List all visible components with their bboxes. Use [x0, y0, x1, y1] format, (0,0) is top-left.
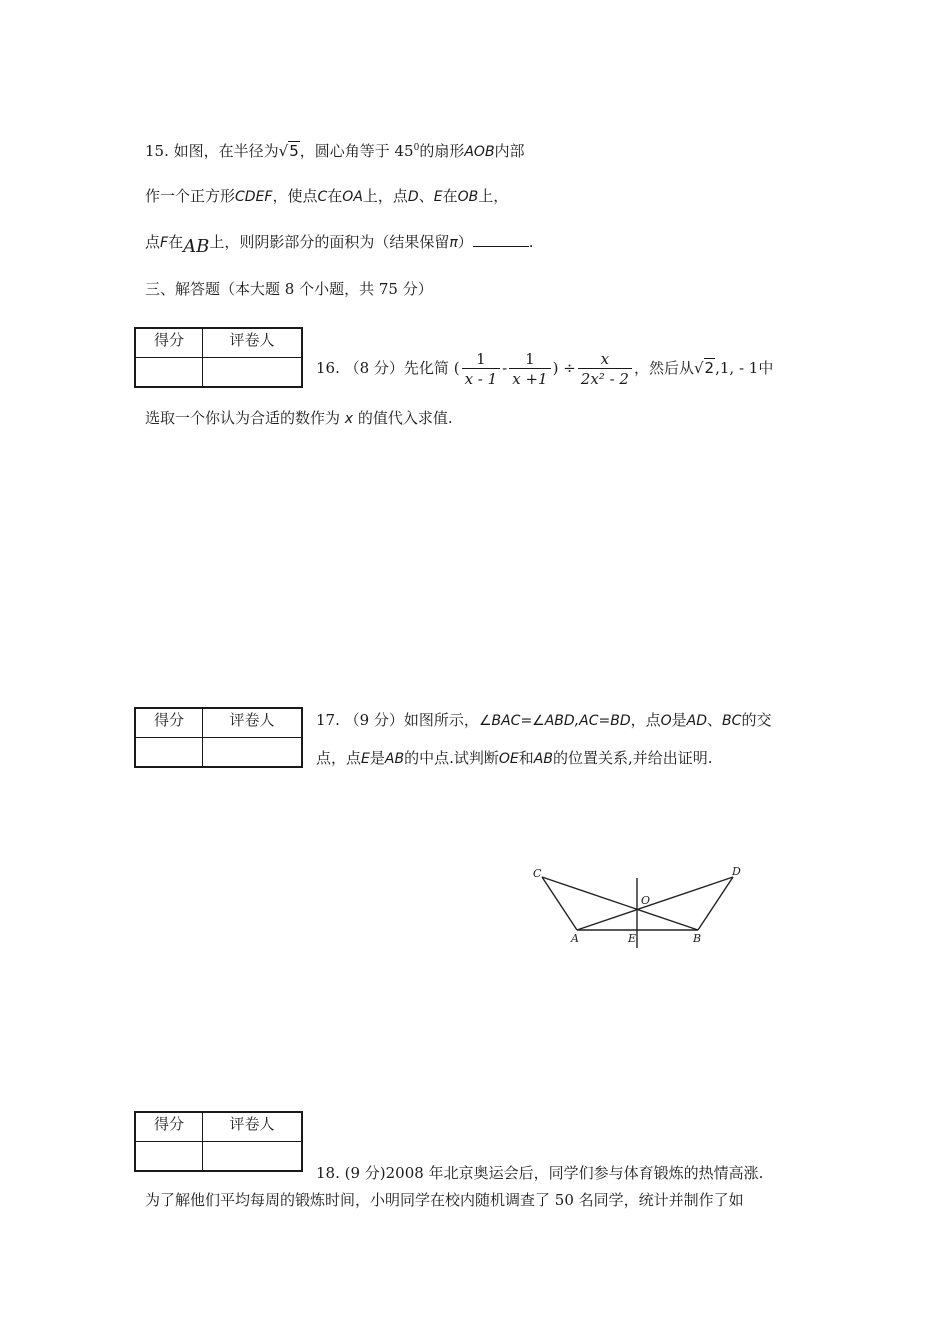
segment-bd [698, 877, 733, 930]
grader-label: 评卷人 [203, 1112, 303, 1142]
grader-cell[interactable] [203, 358, 303, 388]
score-table-q18 [134, 1111, 303, 1172]
fraction-1: $\frac{1}{x - 1}$ [462, 350, 501, 389]
score-table-q16 [134, 327, 303, 388]
q18-line2: 为了解他们平均每周的锻炼时间，小明同学在校内随机调查了 50 名同学，统计并制作了如 [145, 1191, 744, 1209]
score-label: 得分 [135, 1112, 203, 1142]
fraction-3: $\frac{x}{\text{2x² - 2}}$ [578, 350, 632, 389]
score-cell[interactable] [135, 738, 203, 768]
score-label: 得分 [135, 328, 203, 358]
label-o: O [641, 894, 651, 907]
grader-cell[interactable] [203, 738, 303, 768]
sqrt-two: √2 [693, 359, 715, 377]
section-heading: 三、解答题（本大题 8 个小题，共 75 分） [145, 280, 433, 298]
arc-ab: AB [183, 236, 210, 257]
label-c: C [533, 867, 542, 880]
q15-line3: 点F在AB上，则阴影部分的面积为（结果保留π） . [145, 233, 534, 257]
answer-blank[interactable] [473, 232, 529, 247]
q17-line1: 17. （9 分）如图所示，∠BAC=∠ABD,AC=BD，点O是AD、BC的交 [316, 711, 772, 729]
score-cell[interactable] [135, 1142, 203, 1172]
score-cell[interactable] [135, 358, 203, 388]
label-e: E [628, 932, 637, 945]
q16-line2: 选取一个你认为合适的数作为 x 的值代入求值. [145, 409, 453, 427]
score-label: 得分 [135, 708, 203, 738]
fraction-2: $\frac{1}{x +1}$ [509, 350, 550, 389]
grader-label: 评卷人 [203, 328, 303, 358]
label-b: B [693, 932, 702, 945]
sqrt-five: √5 [278, 142, 299, 160]
score-table-q17 [134, 707, 303, 768]
geometry-figure [525, 860, 755, 955]
grader-cell[interactable] [203, 1142, 303, 1172]
segment-ad [577, 877, 733, 930]
label-d: D [732, 865, 741, 878]
q16-line1: 16. （8 分）先化简 ( $\frac{1}{x - 1}$ - $\frac{1}{x +1}$ ) ÷ $\frac{x}{\text{2x² - 2}}$ ，然后从√2,1, - 1中 [316, 349, 774, 388]
q18-line1: 18. (9 分)2008 年北京奥运会后，同学们参与体育锻炼的热情高涨. [316, 1164, 764, 1182]
q15-line1: 15. 如图，在半径为√5，圆心角等于 $45^0$的扇形AOB内部 [145, 142, 525, 160]
segment-cb [542, 877, 698, 930]
q15-line2: 作一个正方形CDEF，使点C在OA上，点D、E在OB上， [145, 187, 509, 205]
q17-line2: 点，点E是AB的中点.试判断OE和AB的位置关系,并给出证明. [316, 749, 713, 767]
grader-label: 评卷人 [203, 708, 303, 738]
label-a: A [571, 932, 579, 945]
segment-ca [542, 877, 577, 930]
